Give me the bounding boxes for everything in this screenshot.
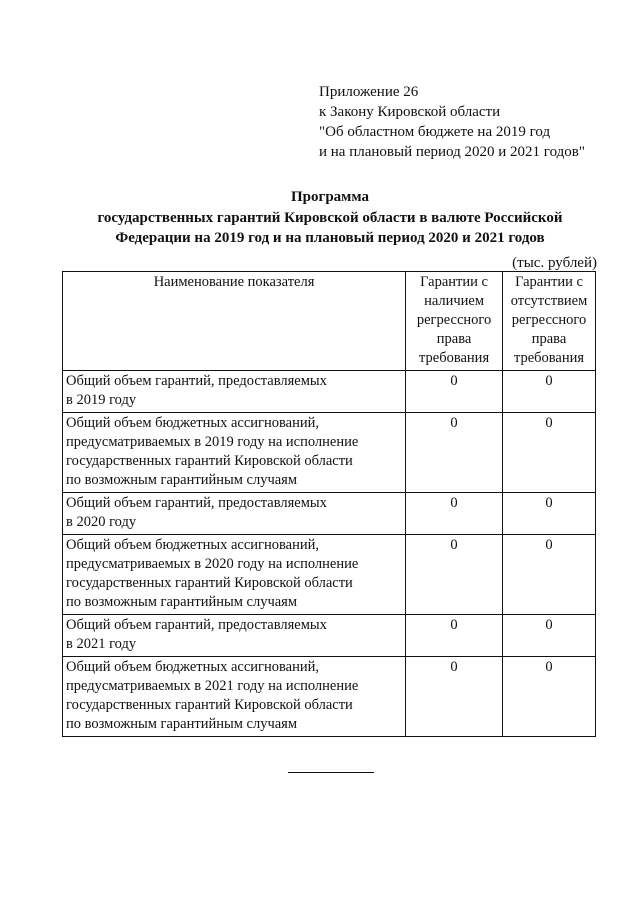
without-recourse-value: 0	[503, 615, 596, 657]
indicator-text: Общий объем бюджетных ассигнований,	[66, 537, 320, 553]
header-text: регрессного	[511, 312, 587, 328]
indicator-name-cell	[63, 615, 406, 657]
table-row	[63, 413, 596, 493]
table-row	[63, 615, 596, 657]
header-text: регрессного	[416, 312, 492, 328]
title-line: Федерации на 2019 год и на плановый период 2020 и 2021 годов	[115, 230, 545, 246]
table-row	[63, 535, 596, 615]
end-separator-line	[288, 772, 374, 773]
indicator-text: Общий объем гарантий, предоставляемых	[66, 373, 327, 389]
table-row	[63, 493, 596, 535]
indicator-text: в 2021 году	[66, 636, 137, 652]
without-recourse-value: 0	[503, 371, 596, 413]
indicator-text: по возможным гарантийным случаям	[66, 594, 298, 610]
header-text: Наименование показателя	[153, 274, 315, 290]
indicator-text: в 2019 году	[66, 392, 137, 408]
indicator-name-cell	[63, 493, 406, 535]
indicator-name-cell	[63, 371, 406, 413]
indicator-text: государственных гарантий Кировской области	[66, 697, 353, 713]
indicator-text: предусматриваемых в 2019 году на исполнение	[66, 434, 359, 450]
appendix-line: к Закону Кировской области	[319, 104, 501, 120]
with-recourse-value: 0	[406, 371, 503, 413]
document-title	[60, 187, 600, 249]
appendix-reference	[319, 82, 585, 162]
header-with-recourse	[406, 272, 503, 371]
title-line: Программа	[291, 189, 369, 205]
with-recourse-value: 0	[406, 615, 503, 657]
header-text: Гарантии с	[420, 274, 488, 290]
indicator-text: по возможным гарантийным случаям	[66, 472, 298, 488]
header-text: права	[436, 331, 472, 347]
without-recourse-value: 0	[503, 535, 596, 615]
table-row	[63, 657, 596, 737]
appendix-line: "Об областном бюджете на 2019 год	[319, 124, 551, 140]
indicator-text: Общий объем бюджетных ассигнований,	[66, 415, 320, 431]
table-header-row	[63, 272, 596, 371]
header-text: наличием	[424, 293, 485, 309]
indicator-name-cell	[63, 535, 406, 615]
table-row	[63, 371, 596, 413]
appendix-line: Приложение 26	[319, 84, 419, 100]
without-recourse-value: 0	[503, 413, 596, 493]
indicator-text: в 2020 году	[66, 514, 137, 530]
header-text: требования	[513, 350, 585, 366]
indicator-text: государственных гарантий Кировской области	[66, 575, 353, 591]
header-without-recourse	[503, 272, 596, 371]
units-label: (тыс. рублей)	[512, 255, 597, 271]
without-recourse-value: 0	[503, 493, 596, 535]
with-recourse-value: 0	[406, 657, 503, 737]
header-text: отсутствием	[510, 293, 588, 309]
indicator-text: Общий объем гарантий, предоставляемых	[66, 495, 327, 511]
without-recourse-value: 0	[503, 657, 596, 737]
indicator-text: предусматриваемых в 2020 году на исполнение	[66, 556, 359, 572]
indicator-text: государственных гарантий Кировской области	[66, 453, 353, 469]
with-recourse-value: 0	[406, 493, 503, 535]
header-indicator-name	[63, 272, 406, 371]
indicator-text: предусматриваемых в 2021 году на исполнение	[66, 678, 359, 694]
indicator-name-cell	[63, 657, 406, 737]
header-text: требования	[419, 350, 490, 366]
with-recourse-value: 0	[406, 535, 503, 615]
header-text: Гарантии с	[515, 274, 583, 290]
indicator-text: по возможным гарантийным случаям	[66, 716, 298, 732]
guarantees-table	[62, 271, 596, 737]
indicator-text: Общий объем гарантий, предоставляемых	[66, 617, 327, 633]
title-line: государственных гарантий Кировской области в валюте Российской	[97, 209, 563, 226]
indicator-name-cell	[63, 413, 406, 493]
appendix-line: и на плановый период 2020 и 2021 годов"	[319, 144, 585, 160]
indicator-text: Общий объем бюджетных ассигнований,	[66, 659, 320, 675]
with-recourse-value: 0	[406, 413, 503, 493]
header-text: права	[531, 331, 567, 347]
